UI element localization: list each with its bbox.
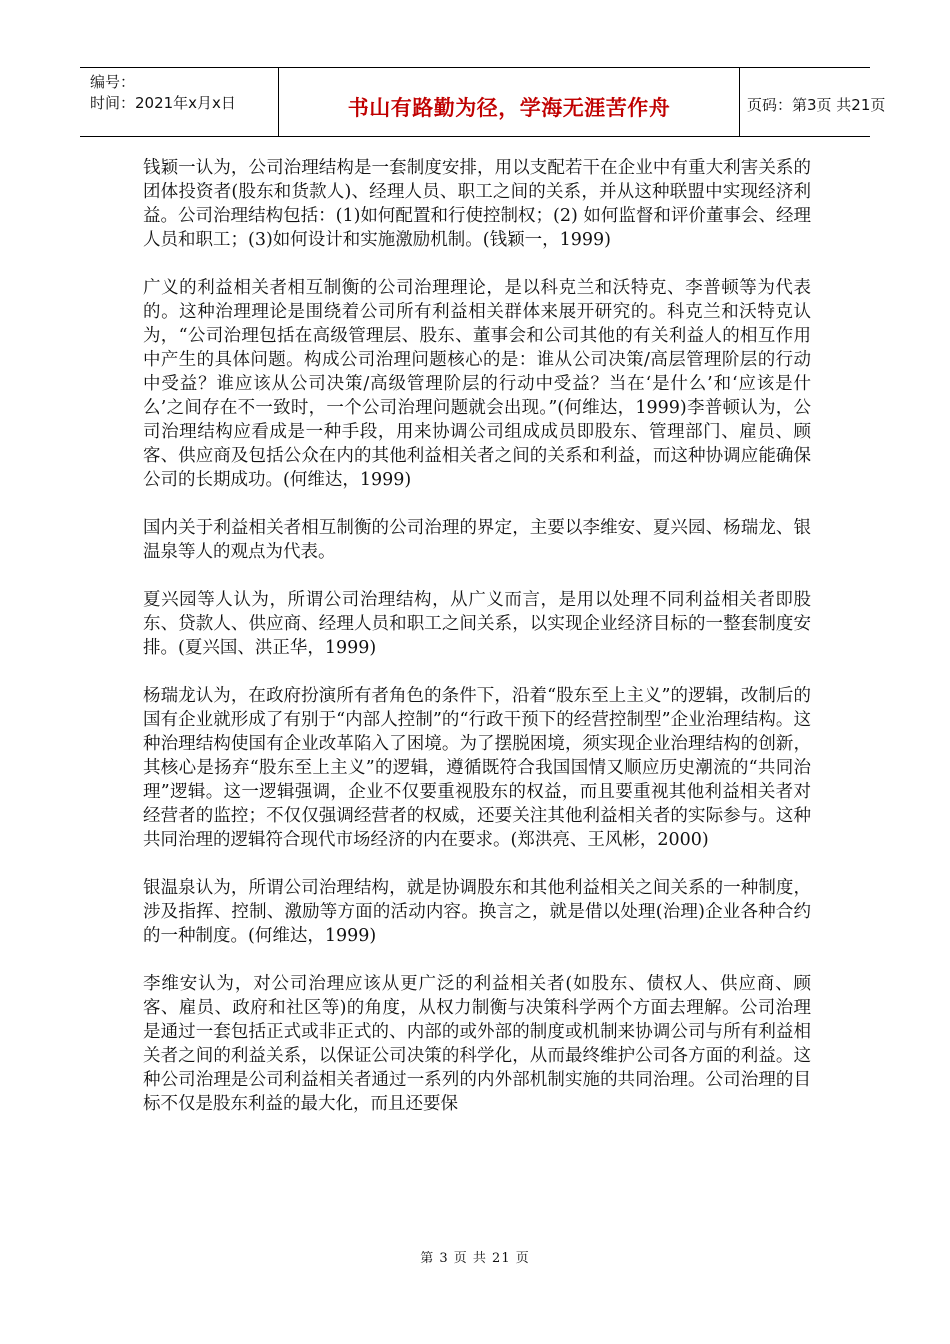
page-footer: 第 3 页 共 21 页 [420,1251,530,1266]
header-page-info: 页码：第3页 共21页 [747,96,886,114]
paragraph: 银温泉认为，所谓公司治理结构，就是协调股东和其他利益相关之间关系的一种制度，涉及指挥、控制、激励等方面的活动内容。换言之，就是借以处理(治理)企业各种合约的一种制度。(何维达，1999) [143,878,811,946]
document-number-label: 编号： [90,73,136,91]
header-motto-cell [278,68,740,136]
paragraph: 李维安认为，对公司治理应该从更广泛的利益相关者(如股东、债权人、供应商、顾客、雇员、政府和社区等)的角度，从权力制衡与决策科学两个方面去理解。公司治理是通过一套包括正式或非正式的、内部的或外部的制度或机制来协调公司与所有利益相关者之间的利益关系，以保证公司决策的科学化，从而最终维护公司各方面的利益。这种公司治理是公司利益相关者通过一系列的内外部机制实施的共同治理。公司治理的目标不仅是股东利益的最大化，而且还要保 [143,974,811,1114]
paragraph: 杨瑞龙认为，在政府扮演所有者角色的条件下，沿着“股东至上主义”的逻辑，改制后的国有企业就形成了有别于“内部人控制”的“行政干预下的经营控制型”企业治理结构。这种治理结构使国有企业改革陷入了困境。为了摆脱困境，须实现企业治理结构的创新，其核心是扬弃“股东至上主义”的逻辑，遵循既符合我国国情又顺应历史潮流的“共同治理”逻辑。这一逻辑强调，企业不仅要重视股东的权益，而且要重视其他利益相关者对经营者的监控；不仅仅强调经营者的权威，还要关注其他利益相关者的实际参与。这种共同治理的逻辑符合现代市场经济的内在要求。(郑洪亮、王风彬，2000) [143,686,811,850]
paragraph: 夏兴园等人认为，所谓公司治理结构，从广义而言，是用以处理不同利益相关者即股东、贷款人、供应商、经理人员和职工之间关系，以实现企业经济目标的一整套制度安排。(夏兴国、洪正华，1999) [143,590,811,658]
paragraph: 广义的利益相关者相互制衡的公司治理理论，是以科克兰和沃特克、李普顿等为代表的。这种治理理论是围绕着公司所有利益相关群体来展开研究的。科克兰和沃特克认为，“公司治理包括在高级管理层、股东、董事会和公司其他的有关利益人的相互作用中产生的具体问题。构成公司治理问题核心的是：谁从公司决策/高层管理阶层的行动中受益？谁应该从公司决策/高级管理阶层的行动中受益？当在‘是什么’和‘应该是什么’之间存在不一致时，一个公司治理问题就会出现。”(何维达，1999)李普顿认为，公司治理结构应看成是一种手段，用来协调公司组成成员即股东、管理部门、雇员、顾客、供应商及包括公众在内的其他利益相关者之间的关系和利益，而这种协调应能确保公司的长期成功。(何维达，1999) [143,278,811,490]
paragraph: 钱颖一认为，公司治理结构是一套制度安排，用以支配若干在企业中有重大利害关系的团体投资者(股东和货款人)、经理人员、职工之间的关系，并从这种联盟中实现经济利益。公司治理结构包括：(1)如何配置和行使控制权；(2) 如何监督和评价董事会、经理人员和职工；(3)如何设计和实施激励机制。(钱颖一，1999) [143,158,811,250]
document-time-label: 时间：2021年x月x日 [90,94,236,112]
header-motto: 书山有路勤为径，学海无涯苦作舟 [347,96,671,120]
header-page-cell [739,68,886,136]
paragraph: 国内关于利益相关者相互制衡的公司治理的界定，主要以李维安、夏兴园、杨瑞龙、银温泉等人的观点为代表。 [143,518,811,562]
document-header [80,67,886,137]
header-meta [80,68,278,136]
document-body [143,156,811,1116]
